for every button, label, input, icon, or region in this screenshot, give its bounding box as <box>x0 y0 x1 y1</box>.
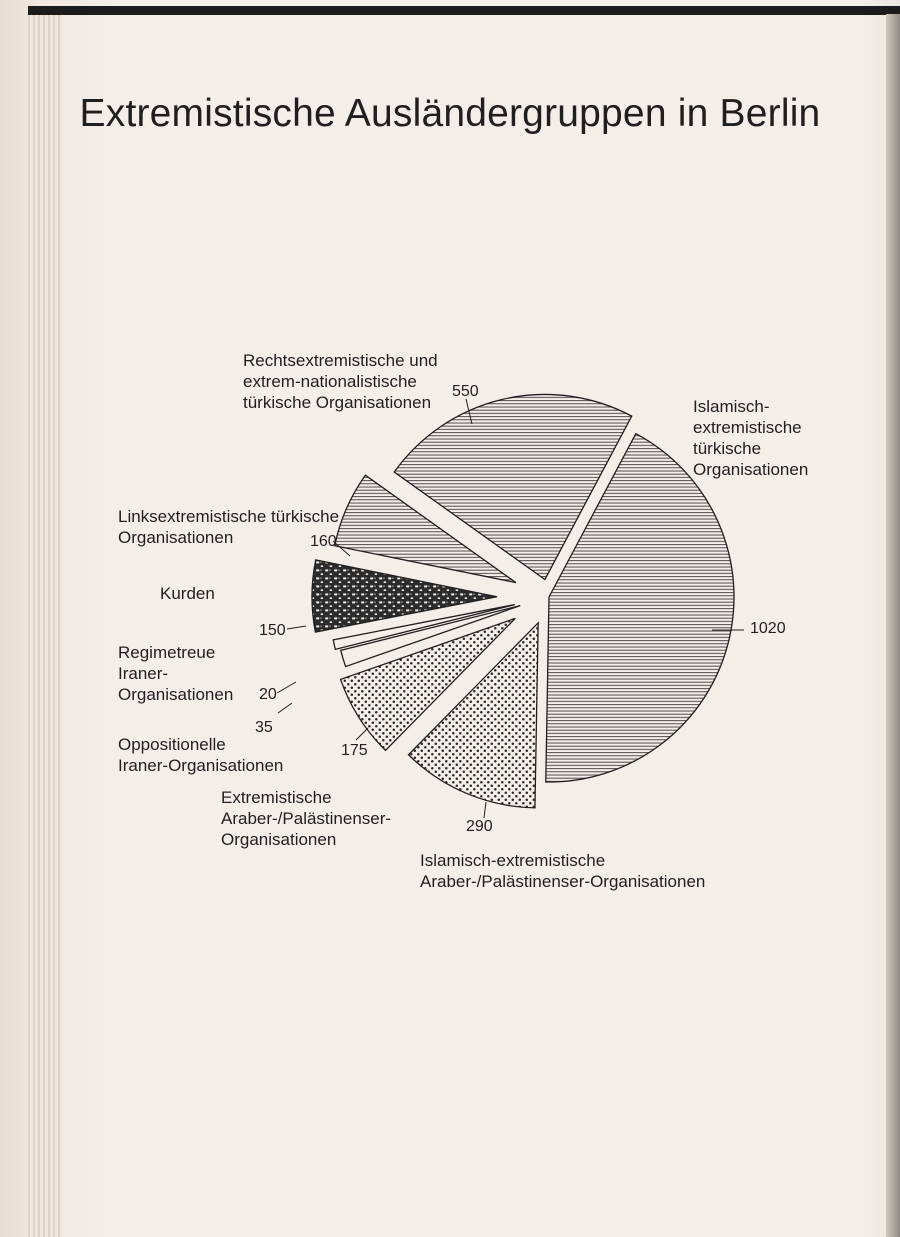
label-islamisch-tuerkische: Islamisch- extremistische türkische Organisationen <box>693 397 809 479</box>
label-islamisch-araber: Islamisch-extremistische Araber-/Palästinenser-Organisationen <box>420 851 706 891</box>
label-extremistische-araber: Extremistische Araber-/Palästinenser- Organisationen <box>221 788 392 849</box>
value-label-35: 35 <box>255 719 273 736</box>
label-oppositionelle-iraner: Oppositionelle Iraner-Organisationen <box>118 735 284 775</box>
leader-line <box>356 728 368 740</box>
value-label-550: 550 <box>452 383 479 400</box>
value-label-1020: 1020 <box>750 620 786 637</box>
leader-line <box>277 682 296 693</box>
value-label-290: 290 <box>466 818 493 835</box>
label-linksextremistische: Linksextremistische türkische Organisationen <box>118 507 340 547</box>
leader-line <box>278 703 292 713</box>
label-rechtsextremistische: Rechtsextremistische und extrem-nationalistische türkische Organisationen <box>243 351 438 412</box>
label-regimetreue-iraner: Regimetreue Iraner- Organisationen <box>118 643 234 704</box>
label-kurden: Kurden <box>160 584 215 603</box>
chart-title: Extremistische Ausländergruppen in Berlin <box>79 92 821 135</box>
leader-line <box>484 802 486 818</box>
value-label-160: 160 <box>310 533 337 550</box>
value-label-20: 20 <box>259 686 277 703</box>
value-label-150: 150 <box>259 622 286 639</box>
leader-line <box>287 626 306 629</box>
value-label-175: 175 <box>341 742 368 759</box>
